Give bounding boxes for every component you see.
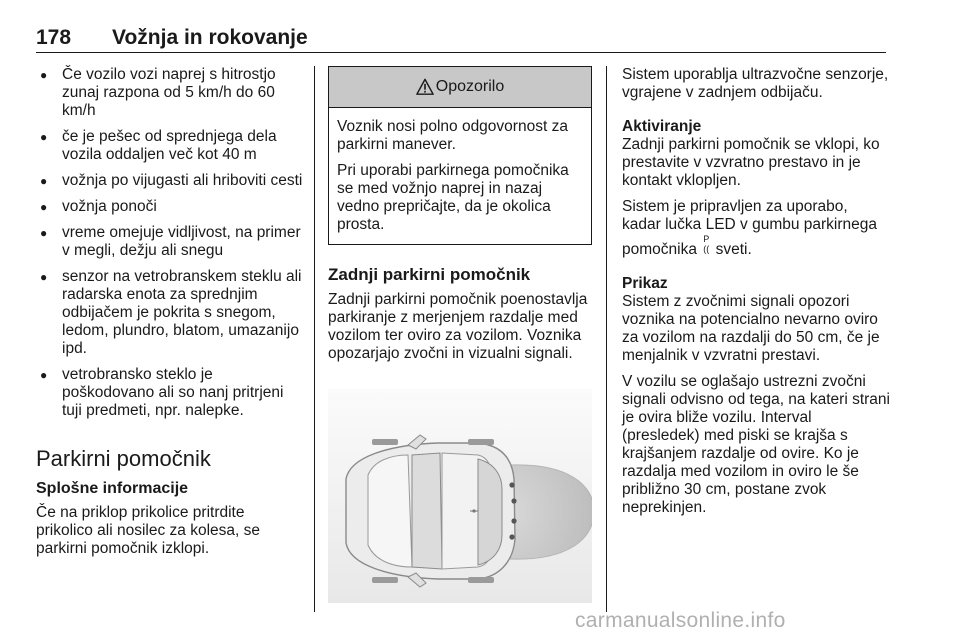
page-number: 178	[36, 26, 72, 49]
warning-text: Pri uporabi parkirnega pomočnika se med vožnjo naprej in nazaj vedno prepričajte, da je okolica prosta.	[337, 162, 569, 233]
list-item: ● vožnja po vijugasti ali hriboviti cesti	[36, 172, 304, 190]
list-item: ● vreme omejuje vidljivost, na primer v megli, dežju ali snegu	[36, 224, 304, 260]
watermark: carmanualsonline.info	[575, 609, 786, 632]
warning-title: Opozorilo	[435, 78, 505, 95]
column-1	[36, 66, 304, 566]
subsection-title: Zadnji parkirni pomočnik	[328, 265, 531, 284]
paragraph: Če na priklop prikolice pritrdite prikolico ali nosilec za kolesa, se parkirni pomočnik izklopi.	[36, 504, 260, 557]
column-divider-2	[606, 66, 607, 612]
ready-text-end: sveti.	[715, 241, 752, 258]
display-heading: Prikaz	[622, 275, 668, 292]
section-title: Parkirni pomočnik	[36, 446, 211, 471]
warning-triangle-icon	[416, 78, 434, 96]
activation-heading: Aktiviranje	[622, 118, 702, 135]
list-item: ● Če vozilo vozi naprej s hitrostjo zunaj razpona od 5 km/h do 60 km/h	[36, 66, 304, 120]
chapter-title: Vožnja in rokovanje	[112, 26, 308, 49]
page-header	[36, 26, 886, 52]
list-item: ● vožnja ponoči	[36, 198, 304, 216]
rear-park-assist-illustration	[328, 389, 592, 603]
paragraph: Sistem z zvočnimi signali opozori voznika na potencialno nevarno oviro za vozilom na razdalji do 50 cm, če je menjalnik v vzvratni prestavi.	[622, 293, 880, 364]
condition-list	[36, 66, 304, 420]
warning-body	[329, 108, 591, 244]
paragraph	[622, 198, 890, 259]
warning-header	[329, 67, 591, 108]
list-item: ● senzor na vetrobranskem steklu ali radarska enota za sprednjim odbijačem je pokrita s snegom, ledom, plundro, blatom, umazanijo ipd.	[36, 268, 304, 358]
column-3	[622, 66, 890, 525]
park-assist-icon: P ((	[703, 234, 710, 254]
list-item: ● če je pešec od sprednjega dela vozila oddaljen več kot 40 m	[36, 128, 304, 164]
ready-text: Sistem je pripravljen za uporabo, kadar lučka LED v gumbu parkirnega pomočnika	[622, 198, 878, 258]
warning-text: Voznik nosi polno odgovornost za parkirni manever.	[337, 118, 568, 153]
paragraph: V vozilu se oglašajo ustrezni zvočni signali odvisno od tega, na kateri strani je ovira bliže vozilu. Interval (presledek) med piski se krajša s krajšanjem razdalje od ovire. Ko je razdalja med vozilom in oviro le še približno 30 cm, postane zvok neprekinjen.	[622, 373, 890, 516]
warning-box	[328, 66, 592, 245]
paragraph: Sistem uporablja ultrazvočne senzorje, vgrajene v zadnjem odbijaču.	[622, 66, 889, 101]
subsection-title: Splošne informacije	[36, 480, 189, 497]
column-2	[328, 66, 592, 608]
paragraph: Zadnji parkirni pomočnik se vklopi, ko prestavite v vzvratno prestavo in je kontakt vklopljen.	[622, 136, 880, 189]
column-divider-1	[314, 66, 315, 612]
paragraph: Zadnji parkirni pomočnik poenostavlja parkiranje z merjenjem razdalje med vozilom ter oviro za vozilom. Voznika opozarjajo zvočni in vizualni signali.	[328, 291, 588, 362]
header-rule	[36, 52, 886, 53]
list-item: ● vetrobransko steklo je poškodovano ali so nanj pritrjeni tuji predmeti, npr. nalepke.	[36, 366, 304, 420]
